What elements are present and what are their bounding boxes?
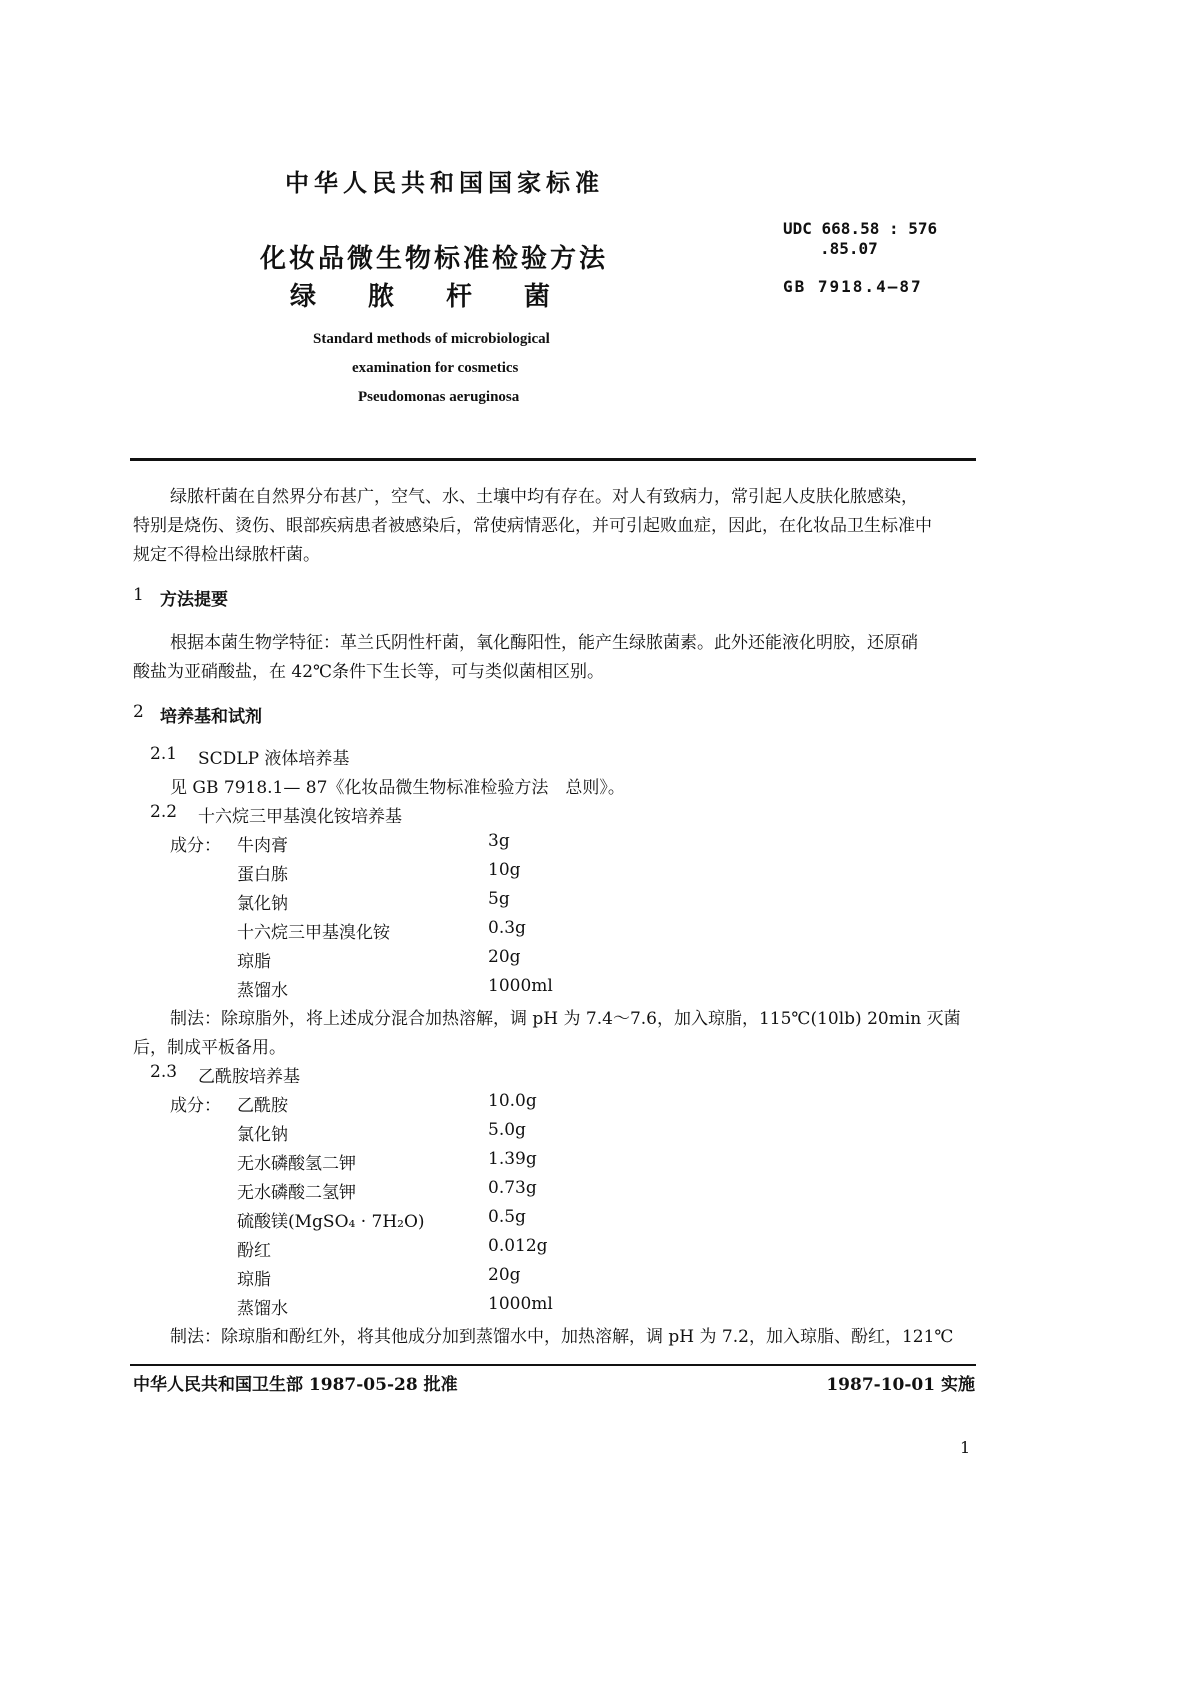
ingredients-label: 成分： [170, 836, 221, 856]
english-title-line: examination for cosmetics [352, 360, 519, 376]
subsection-title: SCDLP 液体培养基 [198, 749, 350, 769]
udc-code-continued: .85.07 [820, 239, 878, 258]
ingredient-amount: 0.012g [488, 1236, 548, 1256]
document-title: 化妆品微生物标准检验方法 [260, 244, 609, 274]
ingredient-name: 硫酸镁(MgSO₄ · 7H₂O) [237, 1212, 425, 1232]
text-line: 绿脓杆菌在自然界分布甚广，空气、水、土壤中均有存在。对人有致病力，常引起人皮肤化脓感染， [170, 487, 918, 507]
section-title: 培养基和试剂 [160, 707, 262, 727]
ingredient-amount: 20g [488, 947, 521, 967]
ingredient-name: 氯化钠 [237, 1125, 288, 1145]
ingredient-amount: 1.39g [488, 1149, 537, 1169]
ingredient-name: 蒸馏水 [237, 981, 288, 1001]
english-title-line: Standard methods of microbiological [313, 331, 550, 347]
text-line: 规定不得检出绿脓杆菌。 [133, 545, 320, 565]
ingredient-name: 氯化钠 [237, 894, 288, 914]
page-number: 1 [960, 1438, 971, 1457]
header-rule [130, 458, 976, 461]
ingredient-amount: 1000ml [488, 1294, 553, 1314]
text-line: 特别是烧伤、烫伤、眼部疾病患者被感染后，常使病情恶化，并可引起败血症，因此，在化妆品卫生标准中 [133, 516, 932, 536]
subsection-title: 乙酰胺培养基 [198, 1067, 300, 1087]
text-line: 后，制成平板备用。 [133, 1038, 286, 1058]
effective-date: 1987-10-01 实施 [826, 1375, 975, 1395]
ingredient-name: 牛肉膏 [237, 836, 288, 856]
subsection-title: 十六烷三甲基溴化铵培养基 [198, 807, 402, 827]
ingredient-name: 乙酰胺 [237, 1096, 288, 1116]
ingredient-amount: 20g [488, 1265, 521, 1285]
ingredient-name: 琼脂 [237, 1270, 271, 1290]
udc-code: UDC 668.58 : 576 [783, 219, 938, 238]
subsection-number: 2.2 [150, 802, 178, 822]
ingredient-amount: 0.3g [488, 918, 526, 938]
ingredient-amount: 0.5g [488, 1207, 526, 1227]
approval-line: 中华人民共和国卫生部 1987-05-28 批准 [133, 1375, 458, 1395]
text-line: 根据本菌生物学特征：革兰氏阴性杆菌，氧化酶阳性，能产生绿脓菌素。此外还能液化明胶，还原硝 [170, 633, 918, 653]
subsection-number: 2.3 [150, 1062, 178, 1082]
ingredient-amount: 3g [488, 831, 510, 851]
text-line: 制法：除琼脂外，将上述成分混合加热溶解，调 pH 为 7.4～7.6，加入琼脂，115℃(10lb) 20min 灭菌 [170, 1009, 961, 1029]
section-number: 2 [133, 702, 144, 722]
document-subtitle: 绿 脓 杆 菌 [290, 282, 551, 312]
english-title-line: Pseudomonas aeruginosa [358, 389, 520, 405]
footer-rule [130, 1364, 976, 1366]
ingredient-amount: 5g [488, 889, 510, 909]
ingredient-name: 蒸馏水 [237, 1299, 288, 1319]
ingredient-name: 蛋白胨 [237, 865, 288, 885]
ingredient-amount: 1000ml [488, 976, 553, 996]
ingredient-amount: 10.0g [488, 1091, 537, 1111]
ingredient-amount: 0.73g [488, 1178, 537, 1198]
text-line: 酸盐为亚硝酸盐，在 42℃条件下生长等，可与类似菌相区别。 [133, 662, 605, 682]
text-line: 见 GB 7918.1— 87《化妆品微生物标准检验方法 总则》。 [170, 778, 625, 798]
ingredient-name: 十六烷三甲基溴化铵 [237, 923, 390, 943]
national-standard-heading: 中华人民共和国国家标准 [285, 168, 604, 197]
ingredient-amount: 10g [488, 860, 521, 880]
ingredient-name: 琼脂 [237, 952, 271, 972]
ingredient-amount: 5.0g [488, 1120, 526, 1140]
ingredient-name: 酚红 [237, 1241, 271, 1261]
gb-code: GB 7918.4—87 [783, 277, 923, 296]
ingredient-name: 无水磷酸氢二钾 [237, 1154, 356, 1174]
ingredient-name: 无水磷酸二氢钾 [237, 1183, 356, 1203]
subsection-number: 2.1 [150, 744, 178, 764]
text-line: 制法：除琼脂和酚红外，将其他成分加到蒸馏水中，加热溶解，调 pH 为 7.2，加入琼脂、酚红，121℃ [170, 1327, 954, 1347]
ingredients-label: 成分： [170, 1096, 221, 1116]
section-title: 方法提要 [160, 590, 228, 610]
section-number: 1 [133, 585, 144, 605]
